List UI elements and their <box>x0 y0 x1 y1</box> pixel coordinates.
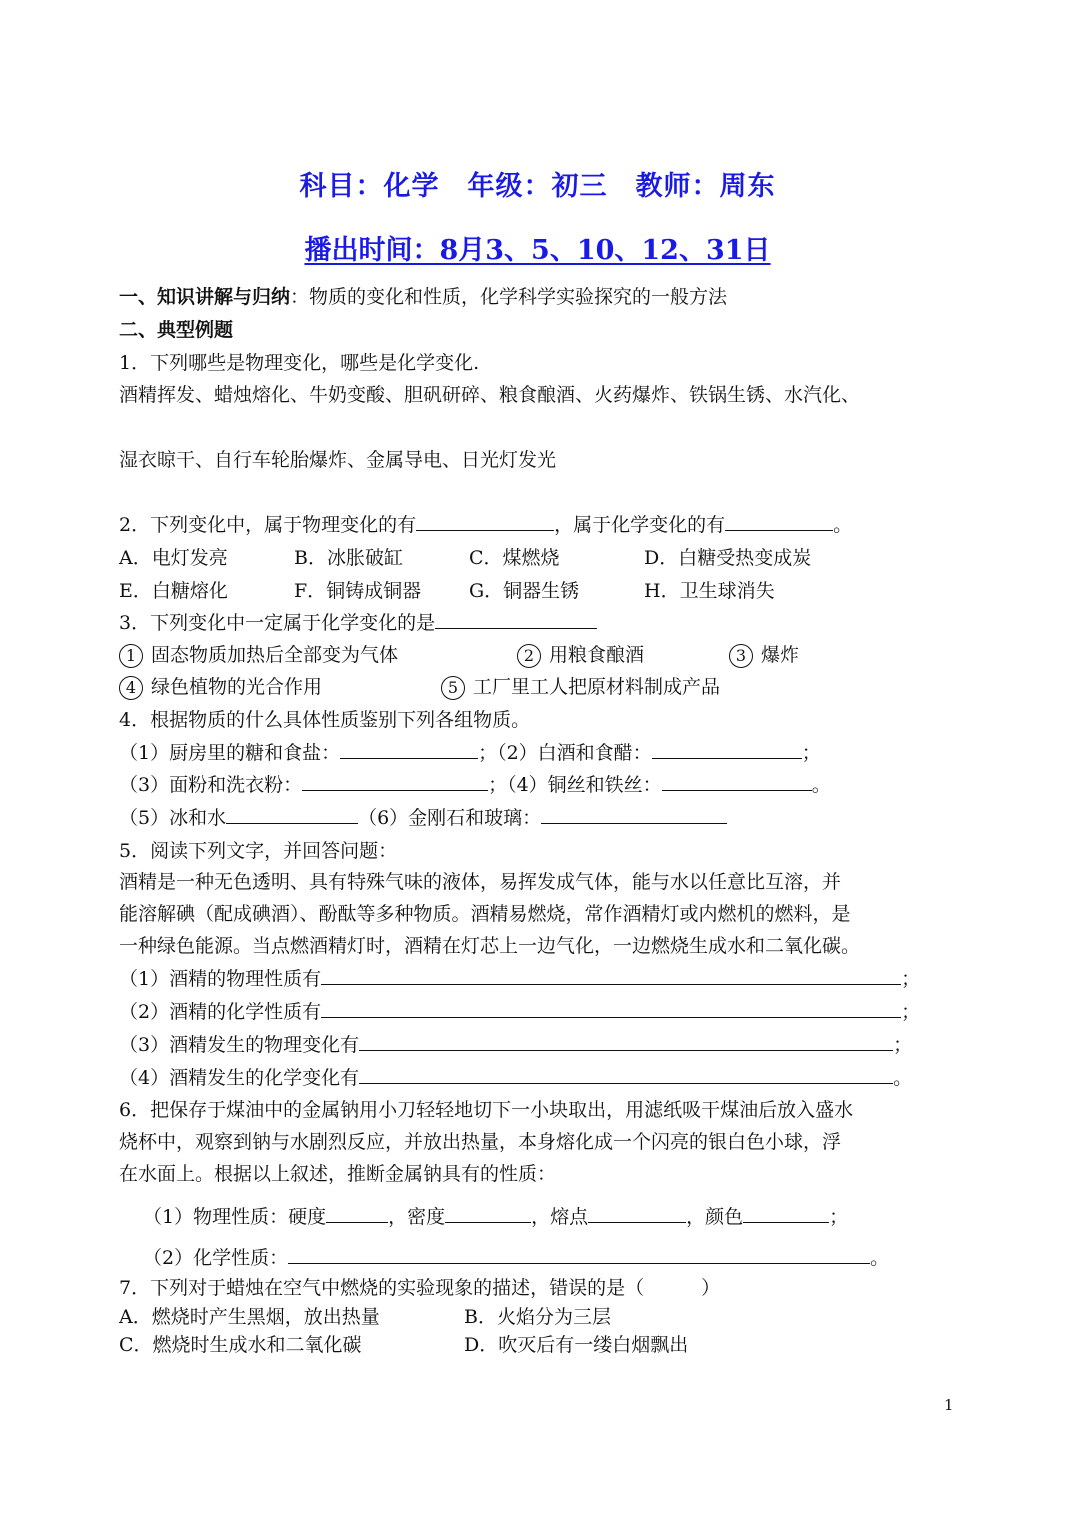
answer-blank[interactable] <box>226 805 358 824</box>
section-1-label: 一、知识讲解与归纳 <box>119 286 291 308</box>
answer-blank[interactable] <box>541 805 727 824</box>
q4-p2-end: ； <box>801 742 821 764</box>
answer-blank[interactable] <box>416 512 554 531</box>
q4-p4: ；（4）铜丝和铁丝： <box>488 774 662 796</box>
option: D．白糖受热变成炭 <box>644 547 812 569</box>
q7-row2 <box>119 1332 688 1358</box>
q4-p6: （6）金刚石和玻璃： <box>358 807 542 829</box>
circled-number: 4 <box>119 676 143 700</box>
section-1 <box>119 284 727 310</box>
option: H．卫生球消失 <box>644 580 775 602</box>
q5-a2-text: （2）酒精的化学性质有 <box>119 1001 322 1023</box>
q4-row2 <box>119 772 831 798</box>
answer-blank[interactable] <box>340 740 478 759</box>
q6-para1: 6．把保存于煤油中的金属钠用小刀轻轻地切下一小块取出，用滤纸吸干煤油后放入盛水 <box>119 1099 854 1121</box>
q4-stem: 4．根据物质的什么具体性质鉴别下列各组物质。 <box>119 709 531 731</box>
option: 用粮食酿酒 <box>549 644 645 666</box>
q1-line2: 湿衣晾干、自行车轮胎爆炸、金属导电、日光灯发光 <box>119 449 557 471</box>
q6-para2: 烧杯中，观察到钠与水剧烈反应，并放出热量，本身熔化成一个闪亮的银白色小球，浮 <box>119 1131 842 1153</box>
q2-options-row1 <box>119 545 811 571</box>
option: C．燃烧时生成水和二氧化碳 <box>119 1334 362 1356</box>
answer-blank[interactable] <box>435 610 597 629</box>
q2-stem-b: ，属于化学变化的有 <box>554 514 726 536</box>
answer-blank[interactable] <box>288 1245 870 1264</box>
option: D．吹灭后有一缕白烟飘出 <box>464 1334 689 1356</box>
q1-line1: 酒精挥发、蜡烛熔化、牛奶变酸、胆矾研碎、粮食酿酒、火药爆炸、铁锅生锈、水汽化、 <box>119 384 861 406</box>
q5-a1 <box>119 966 920 992</box>
q4-row1 <box>119 740 821 766</box>
q5-para3: 一种绿色能源。当点燃酒精灯时，酒精在灯芯上一边气化，一边燃烧生成水和二氧化碳。 <box>119 935 861 957</box>
option: B．火焰分为三层 <box>464 1306 611 1328</box>
page-number: 1 <box>944 1396 954 1414</box>
q2-stem-a: 2．下列变化中，属于物理变化的有 <box>119 514 417 536</box>
q2-stem <box>119 512 852 538</box>
q6-melting: ，熔点 <box>531 1206 589 1228</box>
broadcast-time: 播出时间：8月3、5、10、12、31日 <box>304 235 771 266</box>
option: A．燃烧时产生黑烟，放出热量 <box>119 1306 380 1328</box>
q2-options-row2 <box>119 578 775 604</box>
q4-p4-end: 。 <box>811 774 831 796</box>
answer-blank[interactable] <box>302 772 488 791</box>
option: 爆炸 <box>761 644 800 666</box>
q6-physical <box>143 1204 848 1230</box>
q7-stem: 7．下列对于蜡烛在空气中燃烧的实验现象的描述，错误的是（ ） <box>119 1277 721 1299</box>
q6-density: ，密度 <box>388 1206 446 1228</box>
q5-a3-end: ； <box>893 1034 913 1056</box>
q3-options-row2 <box>119 674 720 700</box>
section-2-label: 二、典型例题 <box>119 319 234 341</box>
answer-blank[interactable] <box>725 512 833 531</box>
q5-a3-text: （3）酒精发生的物理变化有 <box>119 1034 360 1056</box>
option: 固态物质加热后全部变为气体 <box>151 644 399 666</box>
option: E．白糖熔化 <box>119 580 228 602</box>
q4-p2: ；（2）白酒和食醋： <box>478 742 652 764</box>
q4-p5: （5）冰和水 <box>119 807 227 829</box>
answer-blank[interactable] <box>662 772 812 791</box>
answer-blank[interactable] <box>743 1204 829 1223</box>
q5-a4-end: 。 <box>893 1067 913 1089</box>
q5-para1: 酒精是一种无色透明、具有特殊气味的液体，易挥发成气体，能与水以任意比互溶，并 <box>119 871 842 893</box>
option: 工厂里工人把原材料制成产品 <box>473 676 721 698</box>
q5-stem: 5．阅读下列文字，并回答问题： <box>119 840 398 862</box>
q5-a3 <box>119 1032 912 1058</box>
q6-color: ，颜色 <box>686 1206 744 1228</box>
q5-para2: 能溶解碘（配成碘酒）、酚酞等多种物质。酒精易燃烧，常作酒精灯或内燃机的燃料，是 <box>119 903 851 925</box>
q5-a2 <box>119 999 920 1025</box>
answer-blank[interactable] <box>359 1065 893 1084</box>
circled-number: 2 <box>517 644 541 668</box>
q3-stem-text: 3．下列变化中一定属于化学变化的是 <box>119 612 436 634</box>
circled-number: 5 <box>441 676 465 700</box>
option: G．铜器生锈 <box>469 580 580 602</box>
circled-number: 3 <box>729 644 753 668</box>
q5-a4-text: （4）酒精发生的化学变化有 <box>119 1067 360 1089</box>
q5-a1-text: （1）酒精的物理性质有 <box>119 968 322 990</box>
answer-blank[interactable] <box>359 1032 893 1051</box>
subject-header: 科目：化学 年级：初三 教师：周东 <box>299 171 776 202</box>
section-1-text: ：物质的变化和性质，化学科学实验探究的一般方法 <box>290 286 728 308</box>
q3-stem <box>119 610 597 636</box>
q4-p3: （3）面粉和洗衣粉： <box>119 774 303 796</box>
answer-blank[interactable] <box>321 966 901 985</box>
q6-physical-end: ； <box>829 1206 849 1228</box>
circled-number: 1 <box>119 644 143 668</box>
q6-chem-text: （2）化学性质： <box>143 1247 289 1269</box>
answer-blank[interactable] <box>321 999 901 1018</box>
q6-para3: 在水面上。根据以上叙述，推断金属钠具有的性质： <box>119 1163 557 1185</box>
q5-a4 <box>119 1065 912 1091</box>
option: F．铜铸成铜器 <box>294 580 422 602</box>
q4-p1: （1）厨房里的糖和食盐： <box>119 742 341 764</box>
q3-options-row1 <box>119 642 799 668</box>
q6-chem-end: 。 <box>870 1247 890 1269</box>
q1-stem: 1．下列哪些是物理变化，哪些是化学变化. <box>119 352 480 374</box>
option: A．电灯发亮 <box>119 547 228 569</box>
q7-row1 <box>119 1304 611 1330</box>
answer-blank[interactable] <box>326 1204 388 1223</box>
q6-hardness: （1）物理性质：硬度 <box>143 1206 327 1228</box>
answer-blank[interactable] <box>652 740 802 759</box>
answer-blank[interactable] <box>588 1204 686 1223</box>
answer-blank[interactable] <box>445 1204 531 1223</box>
q6-chemical <box>143 1245 889 1271</box>
option: B．冰胀破缸 <box>294 547 403 569</box>
q5-a2-end: ； <box>901 1001 921 1023</box>
q5-a1-end: ； <box>901 968 921 990</box>
q4-row3 <box>119 805 727 831</box>
option: 绿色植物的光合作用 <box>151 676 323 698</box>
q2-stem-end: 。 <box>833 514 853 536</box>
option: C．煤燃烧 <box>469 547 560 569</box>
